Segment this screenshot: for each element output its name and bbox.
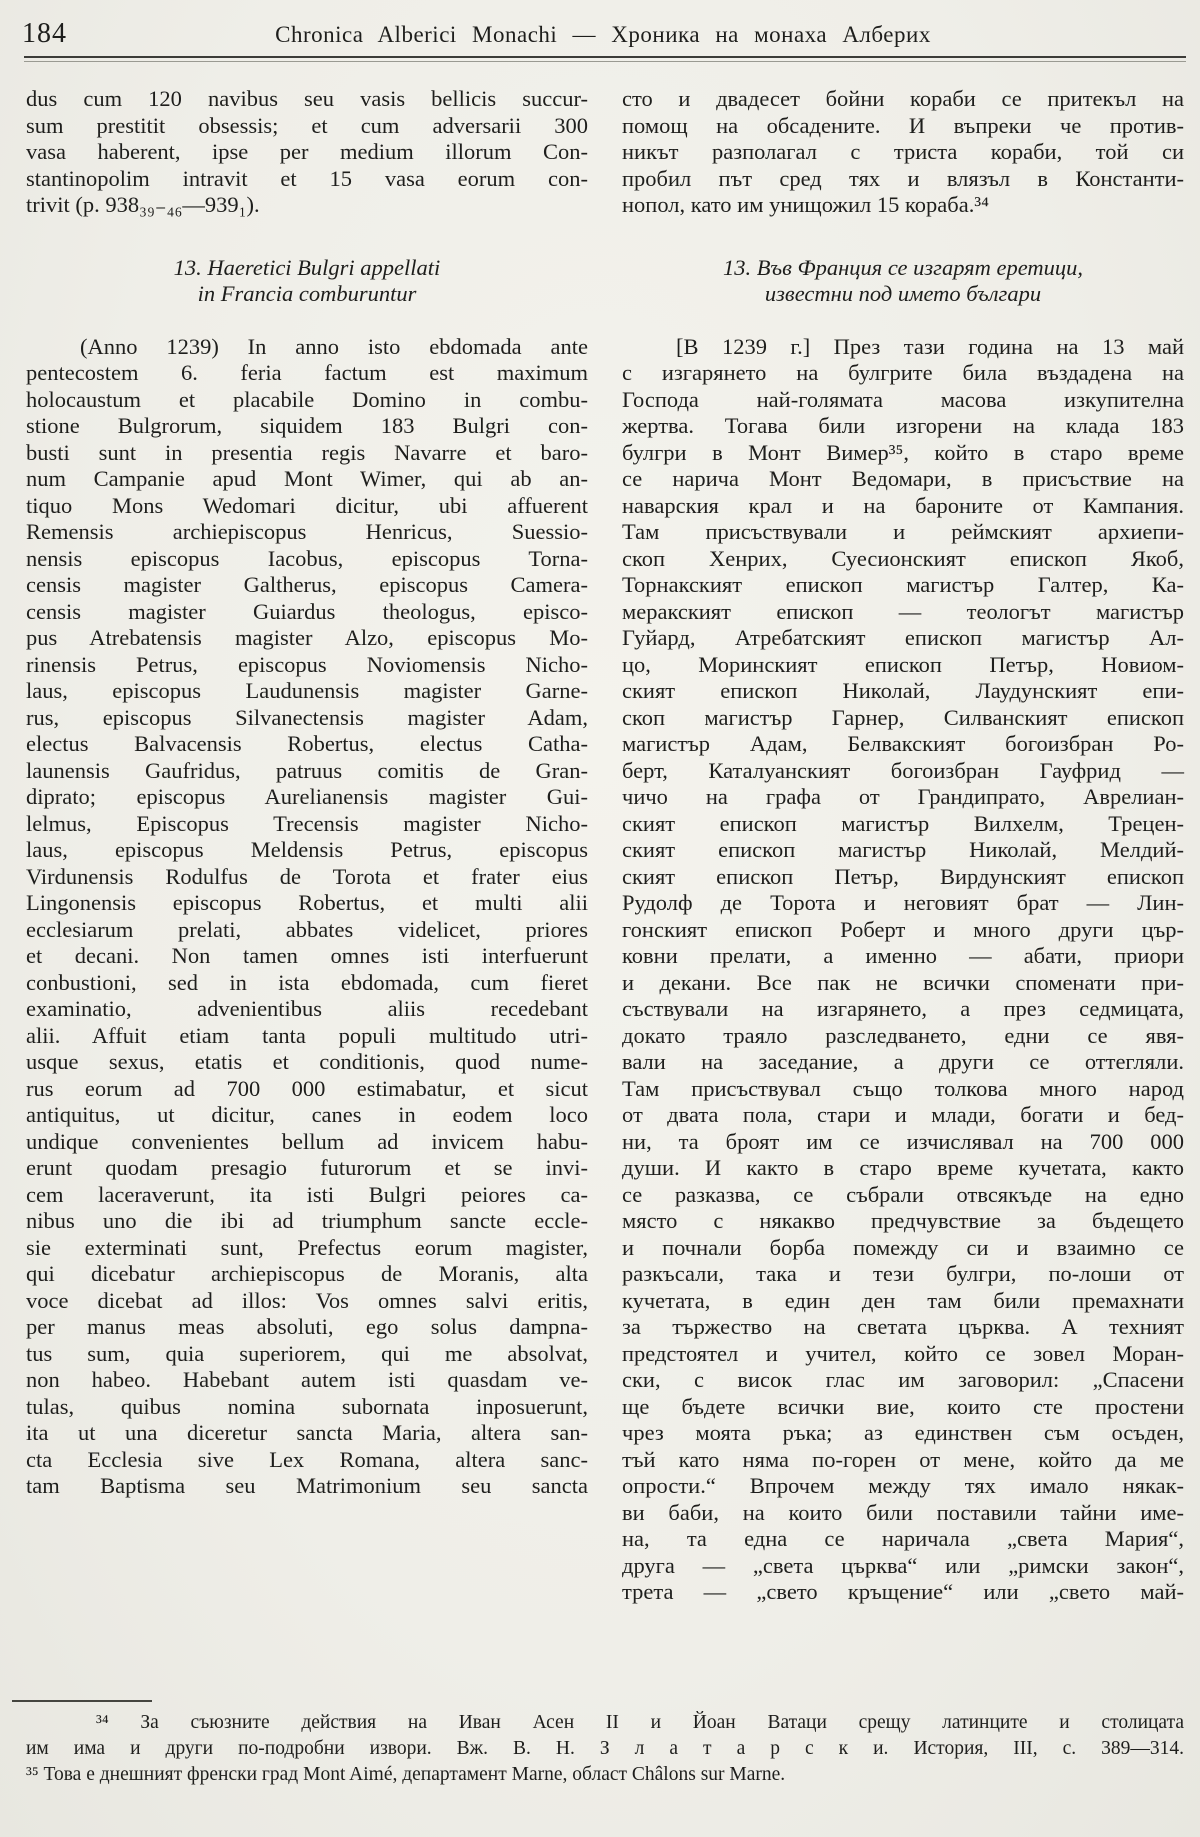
text-line: друга — „света църква“ или „римски закон“, (622, 1552, 1184, 1578)
text-line: voce dicebat ad illos: Vos omnes salvi eritis, (26, 1287, 588, 1313)
text-line: examinatio, advenientibus aliis recedebant (26, 996, 588, 1021)
text-line: undique convenientes bellum ad invicem habu- (26, 1128, 588, 1154)
text-line: dus cum 120 navibus seu vasis bellicis succur- (26, 86, 588, 111)
text-line: докато траяло разследването, едни се явя- (622, 1022, 1184, 1048)
text-line: usque sexus, etatis et conditionis, quod nume- (26, 1049, 588, 1074)
text-line: скоп магистър Гарнер, Силванският епископ (622, 704, 1184, 730)
text-line: trivit (p. 938₃₉₋₄₆—939₁). (26, 192, 260, 217)
text-line: се разказва, се събрали отвсякъде на едно (622, 1181, 1184, 1207)
text-line: num Campanie apud Mont Wimer, qui ab an- (26, 466, 588, 491)
text-line: rus eorum ad 700 000 estimabatur, et sicut (26, 1075, 588, 1101)
text-line: sum prestitit obsessis; et cum adversarii 300 (26, 112, 588, 138)
text-line: ският епископ Петър, Вирдунският епископ (622, 863, 1184, 889)
footnote-separator-rule (12, 1700, 152, 1702)
text-line: разкъсали, така и тези булгри, по-лоши от (622, 1261, 1184, 1286)
text-line: Господа най-голямата масова изкупителна (622, 386, 1184, 412)
text-line: launensis Gaufridus, patruus comitis de Gran- (26, 757, 588, 783)
text-line: pus Atrebatensis magister Alzo, episcopus Mo- (26, 625, 588, 650)
text-line: ският епископ магистър Вилхелм, Трецен- (622, 810, 1184, 836)
text-line: предстоятел и учител, който се зовел Моран- (622, 1340, 1184, 1366)
text-line: ecclesiarum prelati, abbates videlicet, priores (26, 916, 588, 942)
text-line: ви баби, на които били поставили тайни име- (622, 1499, 1184, 1525)
text-line: 13. Във Франция се изгарят еретици, (722, 254, 1084, 280)
text-line: чичо на графа от Грандипрато, Аврелиан- (622, 784, 1184, 809)
text-line: съствували на изгарянето, а през седмицата, (622, 996, 1184, 1021)
text-line: 13. Haeretici Bulgri appellati (173, 254, 441, 280)
text-line: известни под името българи (764, 281, 1042, 306)
text-line: ³⁵ Това е днешният френски град Mont Aimé, департамент Marne, област Châlons sur Marne. (26, 1764, 786, 1785)
text-line: с изгарянето на булгрите била въздадена на (622, 360, 1184, 385)
text-line: rus, episcopus Silvanectensis magister Adam, (26, 704, 588, 730)
text-line: censis magister Guiardus theologus, episco- (26, 598, 588, 624)
text-line: Гуйард, Атребатският епископ магистър Ал- (622, 625, 1184, 650)
footnote-35 (26, 1762, 1184, 1788)
text-line: (Anno 1239) In anno isto ebdomada ante (80, 333, 588, 359)
text-line: sie exterminati sunt, Prefectus eorum magister, (26, 1234, 588, 1260)
text-line: ни, та броят им се изчислявал на 700 000 (622, 1128, 1184, 1154)
page-number: 184 (22, 18, 67, 49)
text-line: et decani. Non tamen omnes isti interfuerunt (26, 943, 588, 968)
latin-opening-paragraph (26, 86, 588, 219)
text-line: alii. Affuit etiam tanta populi multitudo utri- (26, 1022, 588, 1048)
text-line: тъй като няма по-горен от мене, който да ме (622, 1446, 1184, 1472)
text-line: се нарича Монт Ведомари, в присъствие на (622, 466, 1184, 491)
text-line: tiquo Mons Wedomari dicitur, ubi affuerent (26, 492, 588, 518)
text-line: [В 1239 г.] През тази година на 13 май (676, 333, 1184, 359)
text-line: tus sum, quia superiorem, qui me absolvat, (26, 1340, 588, 1366)
footnotes-block (26, 1700, 1184, 1788)
text-line: tam Baptisma seu Matrimonium seu sancta (26, 1473, 588, 1498)
text-line: non habeo. Habebant autem isti quasdam ve- (26, 1367, 588, 1392)
text-line: помощ на обсадените. И въпреки че против- (622, 112, 1184, 138)
running-title: Chronica Alberici Monachi — Хроника на монаха Алберих (275, 22, 931, 47)
text-line: кучетата, в един ден там били премахнати (622, 1287, 1184, 1313)
latin-body-paragraph (26, 334, 588, 1500)
text-line: Торнакският епископ магистър Галтер, Ка- (622, 572, 1184, 597)
text-line: наварския крал и на бароните от Кампания. (622, 492, 1184, 518)
text-line: holocaustum et placabile Domino in combu- (26, 386, 588, 412)
text-line: diprato; episcopus Aurelianensis magister Gui- (26, 784, 588, 809)
text-line: cem laceraverunt, ita isti Bulgri peiores ca- (26, 1181, 588, 1207)
text-line: жертва. Тогава били изгорени на клада 183 (622, 413, 1184, 438)
text-line: busti sunt in presentia regis Navarre et baro- (26, 439, 588, 465)
two-column-body (26, 86, 1184, 1606)
text-line: lelmus, Episcopus Trecensis magister Nicho- (26, 810, 588, 836)
bulgarian-section-heading (622, 255, 1184, 308)
text-line: ски, с висок глас им заговорил: „Спасени (622, 1367, 1184, 1392)
text-line: per manus meas absoluti, ego solus dampna- (26, 1314, 588, 1339)
text-line: меракският епископ — теологът магистър (622, 598, 1184, 624)
text-line: ският епископ Николай, Лаудунският епи- (622, 678, 1184, 703)
text-line: ще бъдете всички вие, които сте простени (622, 1393, 1184, 1419)
text-line: censis magister Galtherus, episcopus Camera- (26, 572, 588, 597)
text-line: Рудолф де Торота и неговият брат — Лин- (622, 890, 1184, 915)
text-line: antiquitus, ut dicitur, canes in eodem loco (26, 1102, 588, 1127)
text-line: вали на заседание, а други се оттегляли. (622, 1049, 1184, 1074)
text-line: nibus uno die ibi ad triumphum sancte eccle- (26, 1208, 588, 1233)
text-line: stantinopolim intravit et 15 vasa eorum con- (26, 165, 588, 191)
text-line: vasa haberent, ipse per medium illorum Con- (26, 139, 588, 164)
text-line: скоп Хенрих, Суесионският епископ Якоб, (622, 545, 1184, 571)
text-line: qui dicebatur archiepiscopus de Moranis, alta (26, 1261, 588, 1286)
text-line: erunt quodam presagio futurorum et se invi- (26, 1155, 588, 1180)
text-line: на, та една се наричала „света Мария“, (622, 1526, 1184, 1551)
text-line: души. И както в старо време кучетата, както (622, 1155, 1184, 1180)
text-line: чрез моята ръка; аз единствен съм осъден, (622, 1420, 1184, 1445)
text-line: трета — „свето кръщение“ или „свето май- (622, 1579, 1184, 1604)
bulgarian-body-paragraph (622, 334, 1184, 1606)
text-line: ковни прелати, а именно — абати, приори (622, 943, 1184, 968)
text-line: laus, episcopus Meldensis Petrus, episcopus (26, 837, 588, 862)
text-line: electus Balvacensis Robertus, electus Catha- (26, 731, 588, 756)
text-line: tulas, quibus nomina subornata inposuerunt, (26, 1393, 588, 1419)
text-line: nensis episcopus Iacobus, episcopus Torna- (26, 545, 588, 571)
text-line: опрости.“ Впрочем между тях имало някак- (622, 1473, 1184, 1498)
left-column-latin (26, 86, 588, 1606)
header-rule (24, 56, 1186, 62)
text-line: нопол, като им унищожил 15 кораба.³⁴ (622, 192, 989, 217)
text-line: пробил път сред тях и влязъл в Константи- (622, 165, 1184, 191)
text-line: ският епископ магистър Николай, Мелдий- (622, 837, 1184, 862)
text-line: булгри в Монт Вимер³⁵, който в старо време (622, 439, 1184, 465)
text-line: магистър Адам, Белвакският богоизбран Ро- (622, 731, 1184, 756)
text-line: място с някакво предчувствие за бъдещето (622, 1208, 1184, 1233)
right-column-bulgarian (622, 86, 1184, 1606)
page-header (22, 14, 1184, 54)
text-line: берт, Каталуанският богоизбран Гауфрид — (622, 757, 1184, 783)
text-line: Lingonensis episcopus Robertus, et multi alii (26, 890, 588, 915)
text-line: Там присъствувал също толкова много народ (622, 1075, 1184, 1101)
text-line: laus, episcopus Laudunensis magister Garne- (26, 678, 588, 703)
text-line: in Francia comburuntur (197, 281, 417, 306)
latin-section-heading (26, 255, 588, 308)
text-line: сто и двадесет бойни кораби се притекъл на (622, 86, 1184, 111)
text-line: conbustioni, sed in ista ebdomada, cum fieret (26, 969, 588, 995)
bulgarian-opening-paragraph (622, 86, 1184, 219)
text-line: от двата пола, стари и млади, богати и бед- (622, 1102, 1184, 1127)
text-line: pentecostem 6. feria factum est maximum (26, 360, 588, 385)
text-line: Virdunensis Rodulfus de Torota et frater eius (26, 863, 588, 889)
text-line: за тържество на светата църква. А техният (622, 1314, 1184, 1339)
text-line: cta Ecclesia sive Lex Romana, altera sanc- (26, 1446, 588, 1472)
footnote-34 (26, 1710, 1184, 1762)
text-line: stione Bulgrorum, siquidem 183 Bulgri con- (26, 413, 588, 438)
text-line: и почнали борба помежду си и взаимно се (622, 1234, 1184, 1260)
text-line: гонският епископ Роберт и много други цър- (622, 916, 1184, 942)
text-line: rinensis Petrus, episcopus Noviomensis Nicho- (26, 651, 588, 677)
text-line: цо, Моринският епископ Петър, Новиом- (622, 651, 1184, 677)
text-line: ³⁴ За съюзните действия на Иван Асен II и Йоан Ватаци срещу латинците и столицата (96, 1712, 1184, 1733)
text-line: и декани. Все пак не всички споменати при- (622, 969, 1184, 995)
text-line: никът разполагал с триста кораби, той си (622, 139, 1184, 164)
text-line: ita ut una diceretur sancta Maria, altera san- (26, 1420, 588, 1445)
text-line: Там присъствували и реймският архиепи- (622, 519, 1184, 544)
text-line: Remensis archiepiscopus Henricus, Suessio- (26, 519, 588, 544)
text-line: им има и други по-подробни извори. Вж. В. Н. З л а т а р с к и. История, III, с. 389—314. (26, 1738, 1184, 1759)
